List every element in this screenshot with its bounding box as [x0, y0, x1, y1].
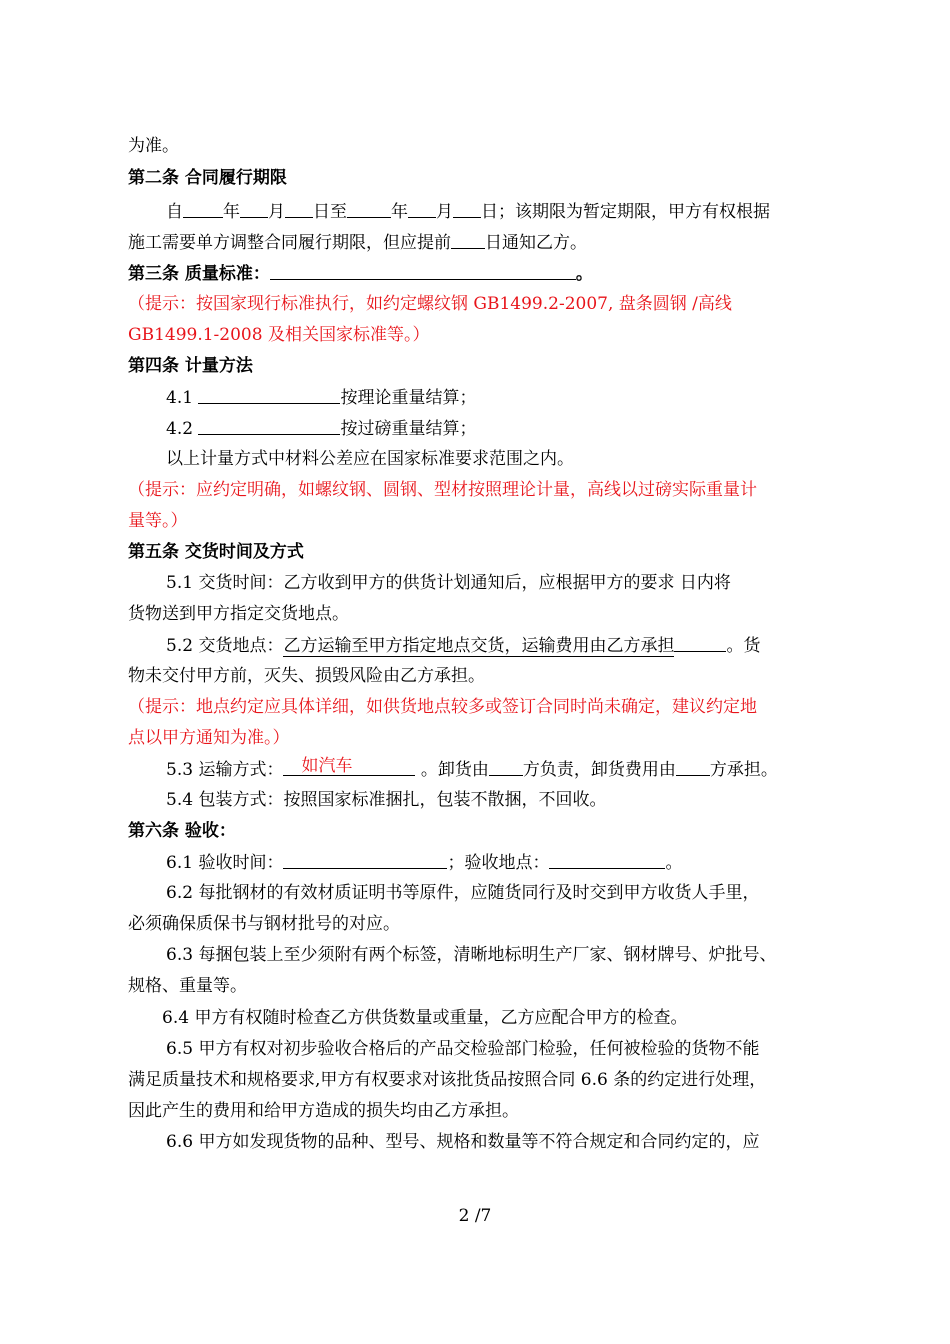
- blank-field: [453, 199, 481, 218]
- article-3-heading: 第三条 质量标准： 。: [128, 261, 838, 286]
- text-line: 6.3 每捆包装上至少须附有两个标签，清晰地标明生产厂家、钢材牌号、炉批号、: [166, 945, 777, 965]
- hint-text: （提示：应约定明确，如螺纹钢、圆钢、型材按照理论计量，高线以过磅实际重量计: [128, 480, 757, 500]
- delivery-location-line: 5.2 交货地点：乙方运输至甲方指定地点交货，运输费用由乙方承担 。货: [166, 633, 838, 658]
- text-line: 为准。: [128, 136, 179, 156]
- blank-field: [347, 199, 391, 218]
- blank-field: [674, 633, 726, 652]
- text-line: 6.6 甲方如发现货物的品种、型号、规格和数量等不符合规定和合同约定的，应: [166, 1132, 760, 1152]
- blank-field: [408, 199, 436, 218]
- blank-field: [676, 757, 710, 776]
- text-line: 因此产生的费用和给甲方造成的损失均由乙方承担。: [128, 1101, 519, 1121]
- transport-field: 如汽车: [283, 757, 415, 776]
- hint-text: GB1499.1-2008 及相关国家标准等。）: [128, 325, 430, 345]
- article-5-heading: 第五条 交货时间及方式: [128, 542, 304, 562]
- text-line: 货物送到甲方指定交货地点。: [128, 604, 349, 624]
- hint-text: 量等。）: [128, 511, 188, 531]
- article-6-heading: 第六条 验收：: [128, 821, 236, 841]
- blank-field: [198, 416, 340, 435]
- article-2-period-line: 自 年 月 日至 年 月 日；该期限为暂定期限，甲方有权根据: [166, 199, 838, 224]
- page-number: 2 /7: [458, 1206, 492, 1226]
- text-line: 5.1 交货时间：乙方收到甲方的供货计划通知后，应根据甲方的要求 日内将: [166, 573, 731, 593]
- text-line: 施工需要单方调整合同履行期限，但应提前 日通知乙方。: [128, 230, 838, 255]
- text-line: 4.1 按理论重量结算；: [166, 385, 838, 410]
- text-line: 规格、重量等。: [128, 976, 247, 996]
- blank-field: [451, 230, 485, 249]
- text-line: 4.2 按过磅重量结算；: [166, 416, 838, 441]
- text-line: 6.2 每批钢材的有效材质证明书等原件，应随货同行及时交到甲方收货人手里，: [166, 883, 760, 903]
- text-line: 必须确保质保书与钢材批号的对应。: [128, 914, 400, 934]
- text-line: 5.4 包装方式：按照国家标准捆扎，包装不散捆，不回收。: [166, 790, 607, 810]
- text-line: 满足质量技术和规格要求,甲方有权要求对该批货品按照合同 6.6 条的约定进行处理，: [128, 1070, 767, 1090]
- text-line: 6.4 甲方有权随时检查乙方供货数量或重量，乙方应配合甲方的检查。: [162, 1008, 688, 1028]
- blank-field: [183, 199, 223, 218]
- hint-text: （提示：按国家现行标准执行，如约定螺纹钢 GB1499.2-2007, 盘条圆钢 /高线: [128, 294, 732, 314]
- blank-field: [489, 757, 523, 776]
- blank-field: [240, 199, 268, 218]
- article-2-heading: 第二条 合同履行期限: [128, 168, 287, 188]
- text-line: 6.5 甲方有权对初步验收合格后的产品交检验部门检验，任何被检验的货物不能: [166, 1039, 760, 1059]
- transport-line: 5.3 运输方式： 如汽车 。卸货由 方负责，卸货费用由 方承担。: [166, 756, 778, 780]
- blank-field: [285, 199, 313, 218]
- article-4-heading: 第四条 计量方法: [128, 356, 253, 376]
- text-line: 物未交付甲方前，灭失、损毁风险由乙方承担。: [128, 666, 485, 686]
- hint-text: 点以甲方通知为准。）: [128, 728, 290, 748]
- text-line: 以上计量方式中材料公差应在国家标准要求范围之内。: [166, 449, 574, 469]
- quality-standard-blank: [270, 261, 576, 280]
- blank-field: [549, 850, 665, 869]
- blank-field: [283, 850, 447, 869]
- hint-text: （提示：地点约定应具体详细，如供货地点较多或签订合同时尚未确定，建议约定地: [128, 697, 757, 717]
- blank-field: [198, 385, 340, 404]
- inspection-line: 6.1 验收时间： ；验收地点： 。: [166, 850, 838, 875]
